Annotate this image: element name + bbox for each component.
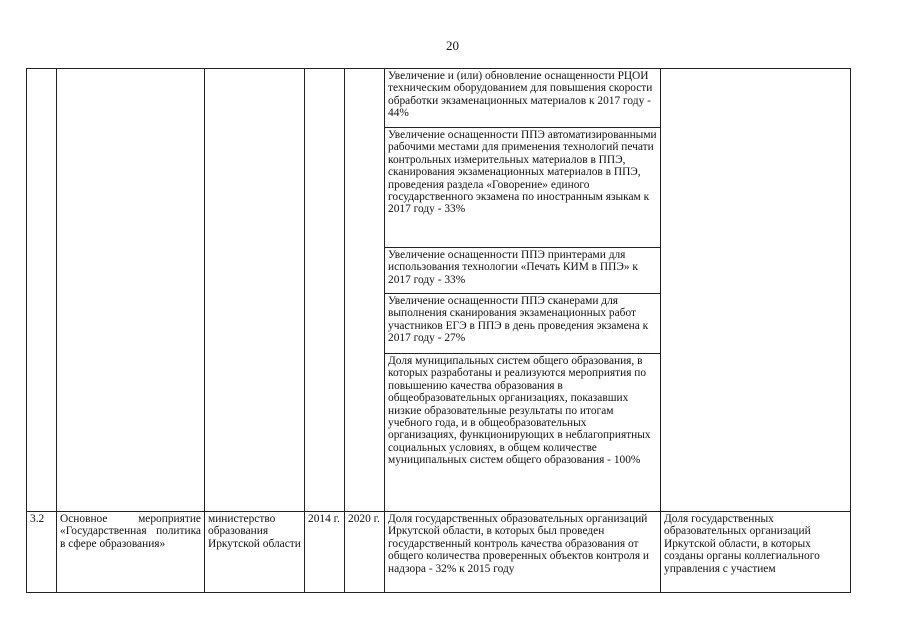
page-number: 20 (446, 38, 459, 53)
program-activities-table (26, 68, 851, 593)
table-row (27, 69, 851, 128)
cell-end-year: 2020 г. (345, 512, 385, 593)
cell-result: Доля муниципальных систем общего образования, в которых разработаны и реализуются мероприятия по повышению качества образования в общеобразовательных организациях, показавших низкие образовательные результаты по итогам учебного года, и в общеобразовательных организациях, функционирующих в неблагоприятных социальных условиях, в общем количестве муниципальных систем общего образования - 100% (385, 354, 661, 512)
cell-activity-name: Основное мероприятие «Государственная политика в сфере образования» (57, 512, 205, 593)
cell-result: Увеличение оснащенности ППЭ принтерами для использования технологии «Печать КИМ в ППЭ» к 2017 году - 33% (385, 248, 661, 294)
cell-executor (205, 69, 305, 512)
cell-indicator (661, 69, 851, 512)
table-row (27, 512, 851, 593)
cell-activity-name (57, 69, 205, 512)
cell-executor: министерство образования Иркутской области (205, 512, 305, 593)
cell-result: Доля государственных образовательных организаций Иркутской области, в которых был проведен государственный контроль качества образования от общего количества проверенных объектов контроля и надзора - 32% к 2015 году (385, 512, 661, 593)
cell-number (27, 69, 57, 512)
cell-number: 3.2 (27, 512, 57, 593)
cell-start-year: 2014 г. (305, 512, 345, 593)
cell-end-year (345, 69, 385, 512)
cell-indicator: Доля государственных образовательных организаций Иркутской области, в которых созданы органы коллегиального управления с участием (661, 512, 851, 593)
cell-start-year (305, 69, 345, 512)
cell-result: Увеличение оснащенности ППЭ сканерами для выполнения сканирования экзаменационных работ участников ЕГЭ в ППЭ в день проведения экзамена к 2017 году - 27% (385, 294, 661, 354)
cell-result: Увеличение оснащенности ППЭ автоматизированными рабочими местами для применения технологий печати контрольных измерительных материалов в ППЭ, сканирования экзаменационных материалов в ППЭ, проведения раздела «Говорение» единого государственного экзамена по иностранным языкам к 2017 году - 33% (385, 128, 661, 248)
cell-result: Увеличение и (или) обновление оснащенности РЦОИ техническим оборудованием для повышения скорости обработки экзаменационных материалов к 2017 году - 44% (385, 69, 661, 128)
